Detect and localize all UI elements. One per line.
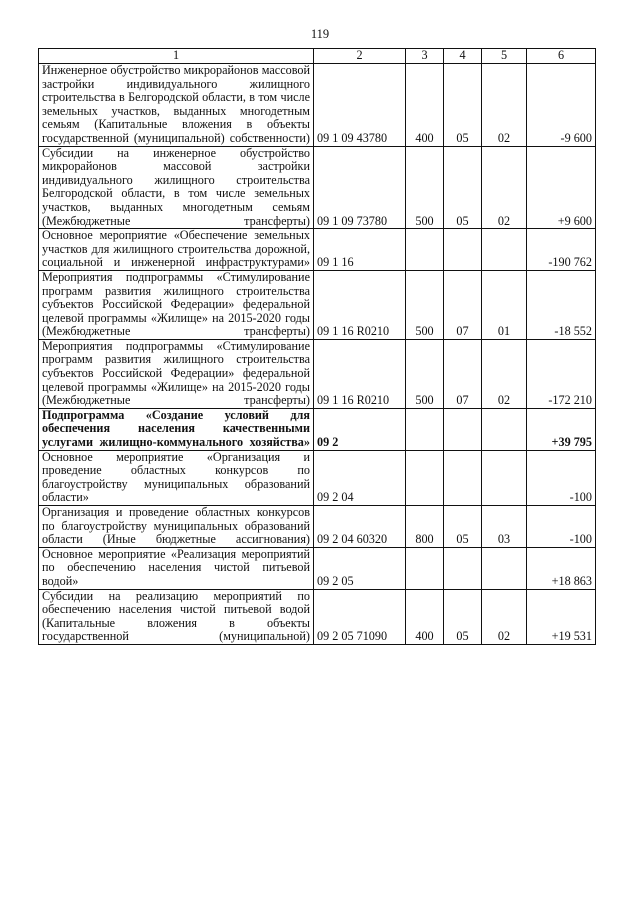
row-col-4 — [444, 547, 482, 589]
row-code: 09 1 09 73780 — [314, 146, 406, 229]
row-code: 09 1 16 R0210 — [314, 339, 406, 408]
row-col-4: 05 — [444, 506, 482, 548]
budget-table — [38, 48, 596, 645]
row-code: 09 2 05 — [314, 547, 406, 589]
row-amount: +19 531 — [527, 589, 596, 644]
table-row — [39, 408, 596, 450]
page-number: 119 — [310, 27, 330, 41]
row-amount: -18 552 — [527, 270, 596, 339]
table-row — [39, 589, 596, 644]
row-col-4: 05 — [444, 589, 482, 644]
row-amount: -9 600 — [527, 64, 596, 147]
row-amount: -190 762 — [527, 229, 596, 271]
row-code: 09 1 09 43780 — [314, 64, 406, 147]
table-row — [39, 339, 596, 408]
row-amount: -100 — [527, 506, 596, 548]
row-col-4 — [444, 408, 482, 450]
row-col-5 — [482, 408, 527, 450]
header-col-4: 4 — [444, 49, 482, 64]
row-description: Мероприятия подпрограммы «Стимулирование программ развития жилищного строительства субъектов Российской Федерации» федеральной целевой программы «Жилище» на 2015-2020 годы (Межбюджетные трансферты) — [39, 339, 314, 408]
row-code: 09 1 16 R0210 — [314, 270, 406, 339]
row-col-5: 01 — [482, 270, 527, 339]
row-col-5 — [482, 547, 527, 589]
row-col-5: 02 — [482, 339, 527, 408]
row-col-4: 05 — [444, 146, 482, 229]
row-description: Инженерное обустройство микрорайонов массовой застройки индивидуального жилищного строительства в Белгородской области, в том числе земельных участков, выданных многодетным семьям (Капитальные вложения в объекты государственной (муниципальной) собственности) — [39, 64, 314, 147]
row-amount: -100 — [527, 450, 596, 505]
table-body — [39, 49, 596, 645]
row-description: Субсидии на реализацию мероприятий по обеспечению населения чистой питьевой водой (Капитальные вложения в объекты государственной (муниципальной) — [39, 589, 314, 644]
row-col-5 — [482, 450, 527, 505]
row-code: 09 2 05 71090 — [314, 589, 406, 644]
row-description: Мероприятия подпрограммы «Стимулирование программ развития жилищного строительства субъектов Российской Федерации» федеральной целевой программы «Жилище» на 2015-2020 годы (Межбюджетные трансферты) — [39, 270, 314, 339]
header-col-5: 5 — [482, 49, 527, 64]
row-col-3: 500 — [406, 270, 444, 339]
header-col-1: 1 — [39, 49, 314, 64]
row-col-3: 500 — [406, 339, 444, 408]
row-col-3 — [406, 547, 444, 589]
row-col-5: 02 — [482, 146, 527, 229]
row-col-3 — [406, 450, 444, 505]
row-code: 09 2 04 — [314, 450, 406, 505]
row-col-5 — [482, 229, 527, 271]
table-row — [39, 450, 596, 505]
row-col-3: 800 — [406, 506, 444, 548]
row-code: 09 2 04 60320 — [314, 506, 406, 548]
table-row — [39, 506, 596, 548]
table-row — [39, 64, 596, 147]
row-col-5: 02 — [482, 64, 527, 147]
row-col-4 — [444, 450, 482, 505]
row-col-5: 03 — [482, 506, 527, 548]
row-col-3 — [406, 229, 444, 271]
table-row — [39, 270, 596, 339]
row-code: 09 2 — [314, 408, 406, 450]
row-amount: +39 795 — [527, 408, 596, 450]
row-col-4: 07 — [444, 270, 482, 339]
row-description: Организация и проведение областных конкурсов по благоустройству муниципальных образований области (Иные бюджетные ассигнования) — [39, 506, 314, 548]
header-col-6: 6 — [527, 49, 596, 64]
table-header-row — [39, 49, 596, 64]
row-col-4: 07 — [444, 339, 482, 408]
row-description: Основное мероприятие «Обеспечение земельных участков для жилищного строительства дорожной, социальной и инженерной инфраструктурами» — [39, 229, 314, 271]
row-amount: -172 210 — [527, 339, 596, 408]
row-col-3 — [406, 408, 444, 450]
row-col-4: 05 — [444, 64, 482, 147]
header-col-2: 2 — [314, 49, 406, 64]
row-description: Подпрограмма «Создание условий для обеспечения населения качественными услугами жилищно-коммунального хозяйства» — [39, 408, 314, 450]
row-description: Основное мероприятие «Реализация мероприятий по обеспечению населения чистой питьевой водой» — [39, 547, 314, 589]
table-row — [39, 547, 596, 589]
header-col-3: 3 — [406, 49, 444, 64]
row-code: 09 1 16 — [314, 229, 406, 271]
table-row — [39, 229, 596, 271]
row-col-3: 400 — [406, 64, 444, 147]
table-row — [39, 146, 596, 229]
row-col-3: 400 — [406, 589, 444, 644]
row-description: Субсидии на инженерное обустройство микрорайонов массовой застройки индивидуального жилищного строительства Белгородской области, в том числе земельных участков, выданных многодетным семьям (Межбюджетные трансферты) — [39, 146, 314, 229]
row-col-3: 500 — [406, 146, 444, 229]
row-amount: +18 863 — [527, 547, 596, 589]
row-col-5: 02 — [482, 589, 527, 644]
row-col-4 — [444, 229, 482, 271]
row-amount: +9 600 — [527, 146, 596, 229]
row-description: Основное мероприятие «Организация и проведение областных конкурсов по благоустройству муниципальных образований области» — [39, 450, 314, 505]
